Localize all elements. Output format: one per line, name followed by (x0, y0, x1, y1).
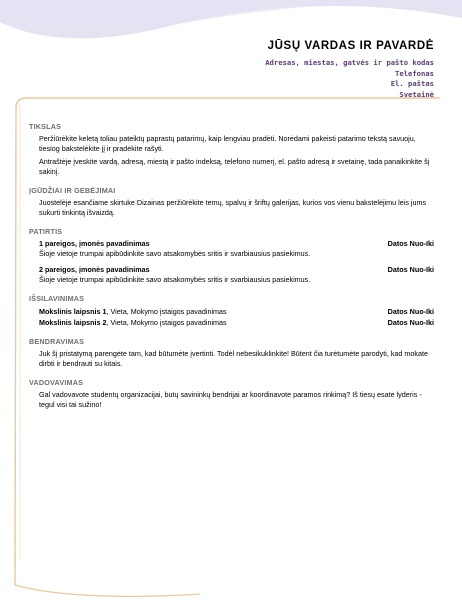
degree-name[interactable]: Mokslinis laipsnis 1 (39, 307, 107, 316)
resume-body (29, 122, 434, 419)
paragraph[interactable]: Juostelėje esančiame skirtuke Dizainas peržiūrėkite temų, spalvų ir šriftų galerijas, kurios vos vienu bakstelėjimu leis jums sukurti tinkintą išvaizdą. (39, 198, 427, 217)
paragraph[interactable]: Juk šį pristatymą parengėte tam, kad būtumėte įvertinti. Todėl nebesikuklinkite! Būtent čia turėtumėte parodyti, kad mokate dirbti ir bendrauti su kitais. (39, 349, 428, 368)
section-skills (29, 186, 434, 218)
section-communication (29, 337, 434, 369)
section-experience (29, 227, 434, 285)
paragraph[interactable]: Antraštėje įveskite vardą, adresą, miestą ir pašto indeksą, telefono numerį, el. pašto adresą ir svetainę, tada panaikinkite šį sakinį. (39, 157, 430, 176)
section-title: BENDRAVIMAS (29, 337, 85, 346)
contact-website[interactable]: Svetainė (399, 89, 434, 99)
header (265, 40, 434, 100)
experience-item (39, 265, 434, 285)
job-dates[interactable]: Datos Nuo-Iki (387, 265, 434, 274)
section-title: ĮGŪDŽIAI IR GEBĖJIMAI (29, 186, 116, 195)
contact-address[interactable]: Adresas, miestas, gatvės ir pašto kodas (265, 58, 434, 67)
job-title[interactable]: 2 pareigos, įmonės pavadinimas (39, 265, 150, 274)
degree-name[interactable]: Mokslinis laipsnis 2 (39, 318, 107, 327)
job-description[interactable]: Šioje vietoje trumpai apibūdinkite savo atsakomybės sritis ir svarbiausius pasiekimus. (39, 249, 311, 258)
section-title: IŠSILAVINIMAS (29, 294, 85, 303)
education-item (39, 306, 434, 317)
experience-item (39, 239, 434, 259)
job-title[interactable]: 1 pareigos, įmonės pavadinimas (39, 239, 150, 248)
section-objective (29, 122, 434, 177)
education-dates[interactable]: Datos Nuo-Iki (387, 318, 434, 327)
education-item (39, 317, 434, 328)
section-title: VADOVAVIMAS (29, 378, 84, 387)
degree-details[interactable]: , Vieta, Mokymo įstaigos pavadinimas (106, 318, 227, 327)
paragraph[interactable]: Peržiūrėkite keletą toliau pateiktų paprastų patarimų, kaip lengviau pradėti. Norėdami pakeisti patarimo tekstą savuoju, tiesiog bakstelėkite jį ir pradėkite rašyti. (39, 134, 416, 153)
section-title: PATIRTIS (29, 227, 63, 236)
contact-email[interactable]: El. paštas (390, 79, 434, 88)
job-description[interactable]: Šioje vietoje trumpai apibūdinkite savo atsakomybės sritis ir svarbiausius pasiekimus. (39, 275, 311, 284)
section-title: TIKSLAS (29, 122, 62, 131)
section-education (29, 294, 434, 328)
section-leadership (29, 378, 434, 410)
contact-phone[interactable]: Telefonas (395, 68, 434, 78)
degree-details[interactable]: , Vieta, Mokymo įstaigos pavadinimas (106, 307, 227, 316)
job-dates[interactable]: Datos Nuo-Iki (387, 239, 434, 248)
resume-name[interactable]: JŪSŲ VARDAS IR PAVARDĖ (267, 40, 434, 52)
paragraph[interactable]: Gal vadovavote studentų organizacijai, butų savininkų bendrijai ar koordinavote paramos rinkimą? Iš tiesų esate lyderis - tegul visi tai sužino! (39, 390, 422, 409)
education-dates[interactable]: Datos Nuo-Iki (387, 307, 434, 316)
